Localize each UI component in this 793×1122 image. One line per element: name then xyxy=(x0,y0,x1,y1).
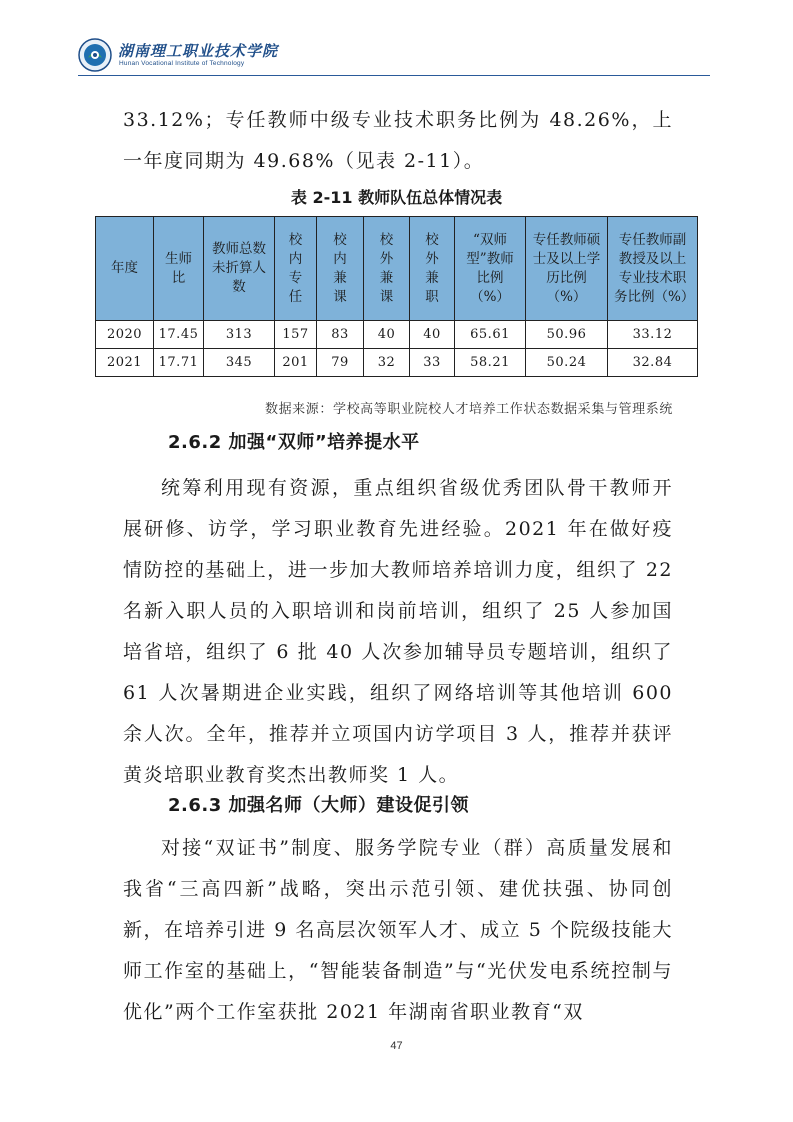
table-row xyxy=(96,349,698,377)
table-caption: 表 2-11 教师队伍总体情况表 xyxy=(290,188,503,207)
table-header-cell: 专任教师硕士及以上学历比例（%） xyxy=(526,217,608,321)
table-cell: 345 xyxy=(204,349,275,377)
table-cell: 50.96 xyxy=(526,321,608,349)
table-cell: 32 xyxy=(364,349,410,377)
section-heading-2-6-2: 2.6.2 加强“双师”培养提水平 xyxy=(168,432,420,453)
table-cell: 40 xyxy=(364,321,410,349)
intro-paragraph: 33.12%；专任教师中级专业技术职务比例为 48.26%，上一年度同期为 49.68%（见表 2-11）。 xyxy=(123,109,673,172)
table-cell: 33 xyxy=(410,349,455,377)
table-cell: 65.61 xyxy=(455,321,526,349)
table-header-cell: 教师总数未折算人数 xyxy=(204,217,275,321)
table-header-cell: 校外兼课 xyxy=(364,217,410,321)
header-divider xyxy=(78,75,710,76)
teacher-team-table xyxy=(95,216,698,377)
table-cell: 2021 xyxy=(96,349,154,377)
table-source-note: 数据来源：学校高等职业院校人才培养工作状态数据采集与管理系统 xyxy=(264,402,673,417)
table-cell: 2020 xyxy=(96,321,154,349)
table-cell: 201 xyxy=(275,349,317,377)
table-header-cell: 校内兼课 xyxy=(317,217,364,321)
table-cell: 33.12 xyxy=(608,321,698,349)
table-cell: 17.71 xyxy=(154,349,204,377)
page-number: 47 xyxy=(390,1040,403,1052)
table-header-cell: 校内专任 xyxy=(275,217,317,321)
table-cell: 32.84 xyxy=(608,349,698,377)
table-header-cell: 专任教师副教授及以上专业技术职务比例（%） xyxy=(608,217,698,321)
table-cell: 17.45 xyxy=(154,321,204,349)
table-cell: 313 xyxy=(204,321,275,349)
section-2-6-3-body: 对接“双证书”制度、服务学院专业（群）高质量发展和我省“三高四新”战略，突出示范引领、建优扶强、协同创新，在培养引进 9 名高层次领军人才、成立 5 个院级技能大师工作室的基础上，“智能装备制造”与“光伏发电系统控制与优化”两个工作室获批 2021 年湖南省职业教育“双 xyxy=(123,837,673,1023)
section-heading-2-6-3: 2.6.3 加强名师（大师）建设促引领 xyxy=(168,795,470,816)
table-cell: 79 xyxy=(317,349,364,377)
table-cell: 83 xyxy=(317,321,364,349)
table-header-cell: “双师型”教师比例（%） xyxy=(455,217,526,321)
table-row xyxy=(96,321,698,349)
school-name-cn: 湖南理工职业技术学院 xyxy=(118,42,279,60)
school-logo-icon xyxy=(78,38,112,72)
table-header-cell: 校外兼职 xyxy=(410,217,455,321)
page-header xyxy=(78,36,718,76)
table-cell: 50.24 xyxy=(526,349,608,377)
table-cell: 58.21 xyxy=(455,349,526,377)
table-header-cell: 年度 xyxy=(96,217,154,321)
table-cell: 40 xyxy=(410,321,455,349)
table-header-row xyxy=(96,217,698,321)
table-cell: 157 xyxy=(275,321,317,349)
section-2-6-2-body: 统筹利用现有资源，重点组织省级优秀团队骨干教师开展研修、访学，学习职业教育先进经验。2021 年在做好疫情防控的基础上，进一步加大教师培养培训力度，组织了 22 名新入职人员的入职培训和岗前培训，组织了 25 人参加国培省培，组织了 6 批 40 人次参加辅导员专题培训，组织了 61 人次暑期进企业实践，组织了网络培训等其他培训 600 余人次。全年，推荐并立项国内访学项目 3 人，推荐并获评黄炎培职业教育奖杰出教师奖 1 人。 xyxy=(123,477,673,786)
table-header-cell: 生师比 xyxy=(154,217,204,321)
school-name-en: Hunan Vocational Institute of Technology xyxy=(119,60,245,67)
